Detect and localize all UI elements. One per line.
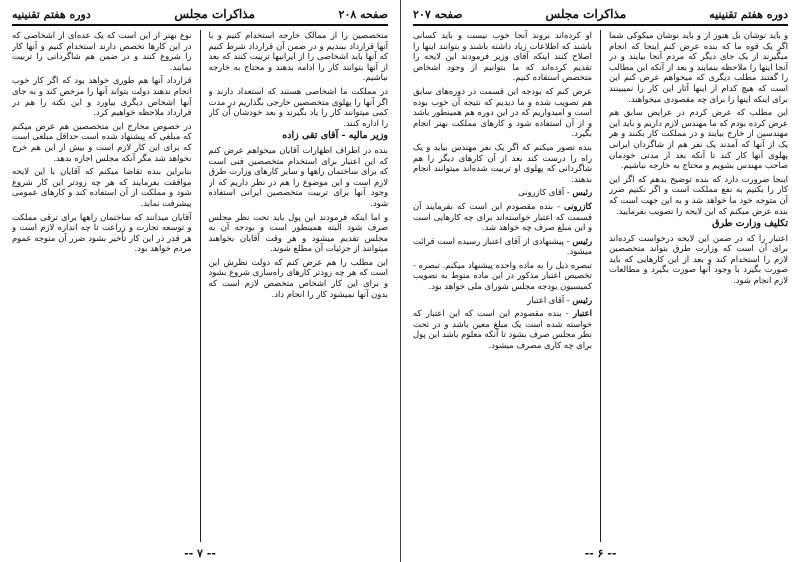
column-left xyxy=(413,30,592,542)
paragraph: متخصصین را از ممالک خارجه استخدام کنیم و با آنها قرارداد ببندیم و در ضمن آن قرارداد شرط کنیم که آنها باید اشخاصی را از ایرانیها تربیت کنند که بعد از آنها بتوانند کار را ادامه بدهند و محتاج به خارجه نباشیم. xyxy=(208,30,388,83)
session-label: دوره هفتم تقنینیه xyxy=(12,7,91,21)
session-label: دوره هفتم تقنینیه xyxy=(709,7,788,21)
paragraph: این مطلب که عرض کردم در عرایض سابق هم عرض کرده بودم که ما مهندس لازم داریم و باید این مهندسین از خارج بیایند و در مملکت کار بکنند و هر یک از آنها که آمدند یک نفر هم از شاگردان ایرانی پهلوی آنها کار کند تا آنکه بعد از مدتی خودمان صاحب مهندس بشویم و محتاج به خارجه نباشیم. xyxy=(609,107,788,171)
paragraph: در خصوص مخارج این متخصصین هم عرض میکنم که مبلغی که پیشنهاد شده است حداقل مبلغی است که برای این کار لازم است و بیش از این هم خرج نخواهد شد مگر آنکه مجلس اجازه بدهد. xyxy=(12,120,192,163)
header-divider xyxy=(12,24,388,26)
paragraph: عرض کنم که بودجه این قسمت در دوره‌های سابق هم تصویب شده و ما دیدیم که نتیجه آن خوب بوده است و امیدواریم که در این دوره هم همینطور باشد و از آن استفاده شود و کارهای مملکت بهتر انجام بگیرد. xyxy=(413,85,592,139)
column-divider xyxy=(600,30,601,542)
paragraph: در مملکت ما اشخاصی هستند که استعداد دارند و اگر آنها را پهلوی متخصصین خارجی بگذاریم در مدت کمی میتوانند کار را یاد بگیرند و بعد خودشان آن کار را اداره کنند. xyxy=(208,85,388,128)
paragraph: نوع بهتر از این است که یک عده‌ای از اشخاصی که در این کارها تخصص دارند استخدام کنیم و آنها کار را شروع کنند و در ضمن هم شاگردانی را تربیت نمایند. xyxy=(12,30,192,72)
column-divider xyxy=(200,30,201,542)
speaker-paragraph: اعتبار - بنده مقصودم این است که این اعتبار که خواسته شده است یک مبلغ معین باشد و در تحت نظر مجلس صرف بشود تا آنکه معلوم باشد این پول برای چه کاری مصرف میشود. xyxy=(413,308,592,351)
column-right xyxy=(209,30,389,542)
speech-text: بنده مقصودم این است که بفرمایند آن قسمت که اعتبار خواسته‌اند برای چه کارهایی است و این مبلغ صرف چه خواهد شد. xyxy=(413,200,592,233)
speaker-name: رئیس xyxy=(572,235,592,246)
page-header xyxy=(12,6,388,22)
speaker-paragraph: رئیس - آقای کازرونی xyxy=(518,187,592,198)
speaker-name: اعتبار xyxy=(573,308,592,319)
page-header xyxy=(413,6,788,22)
page-title: مذاکرات مجلس xyxy=(174,7,255,21)
paragraph: و باید نوشان بل هنوز از و باید نوشان میکوکی شما اگر یک قوه ما که بنده عرض کنم اینجا که انجام میگیرند از یک جای دیگر که مردم آنجا بیایند و در آنجا اینها را ملاحظه بنمایند و بعد از آنکه این مطالب را گفتند مطلب دیگری که میخواهم عرض کنم این است که هیچ کدام از اینها آثار این کار را نمیبینند برای اینکه اینها را برای چه مقصودی میخواهند. xyxy=(609,30,788,104)
column-right xyxy=(609,30,788,542)
speech-text: آقای اعتبار xyxy=(527,294,565,305)
paragraph: اینجا ضرورت دارد که بنده توضیح بدهم که اگر این کار را بکنیم به نفع مملکت است و اگر نکنیم ضرر آن متوجه خود ما خواهد شد و به این جهت است که بنده عرض میکنم که این لایحه را تصویب بفرمایید. xyxy=(609,173,788,216)
speaker-name: کازرونی xyxy=(564,200,592,211)
text-columns xyxy=(413,30,788,542)
page-right xyxy=(400,0,800,562)
page-number: صفحه ۲۰۷ xyxy=(413,7,463,21)
paragraph: بنده تصور میکنم که اگر یک نفر مهندس بیاید و یک راه را درست کند بعد از آن کارهای دیگر را هم شاگردانی که پهلوی او تربیت شده‌اند میتوانند انجام بدهند. xyxy=(413,141,592,184)
page-number: صفحه ۲۰۸ xyxy=(338,7,388,21)
column-left xyxy=(12,30,192,542)
paragraph: بنده در اطراف اظهارات آقایان میخواهم عرض کنم که این اعتبار برای استخدام متخصصین فنی است که برای ساختمان راهها و سایر کارهای وزارت طرق لازم است و این موضوع را هم در نظر داریم که از وجود آنها برای تربیت متخصصین ایرانی استفاده شود. xyxy=(208,144,388,208)
paragraph: آقایان میدانند که ساختمان راهها برای ترقی مملکت و توسعه تجارت و زراعت تا چه اندازه لازم است و هر قدر در این کار تأخیر بشود ضرر آن متوجه عموم مردم خواهد بود. xyxy=(12,211,192,254)
page-footer: -- ۶ -- xyxy=(584,547,617,560)
page-title: مذاکرات مجلس xyxy=(545,7,627,21)
speech-text: پیشنهادی از آقای اعتبار رسیده است قرائت میشود. xyxy=(413,235,592,257)
paragraph: این مطلب را هم عرض کنم که دولت نظرش این است که هر چه زودتر کارهای راه‌سازی شروع بشود و برای این کار اشخاص متخصص لازم است که بدون آنها نمیشود کار را انجام داد. xyxy=(208,256,388,299)
paragraph: او کرده‌اند بروند آنجا خوب نیست و باید کسانی باشند که اطلاعات زیاد داشته باشند و بتوانند اینها را اصلاح کنند اینکه آقای وزیر فرمودند این لایحه را تقدیم کرده‌اند که ما بتوانیم از وجود اشخاص متخصص استفاده کنیم. xyxy=(413,30,592,83)
speaker-paragraph: رئیس - پیشنهادی از آقای اعتبار رسیده است قرائت میشود. xyxy=(413,235,592,257)
paragraph: و اما اینکه فرمودند این پول باید تحت نظر مجلس صرف شود البته همینطور است و بودجه آن به مجلس تقدیم میشود و هر وقت آقایان بخواهند میتوانند از جزئیات آن مطلع شوند. xyxy=(208,211,388,254)
speaker-paragraph: کازرونی - بنده مقصودم این است که بفرمایند آن قسمت که اعتبار خواسته‌اند برای چه کارهایی است و این مبلغ صرف چه خواهد شد. xyxy=(413,200,592,233)
speaker-paragraph: رئیس - آقای اعتبار xyxy=(527,294,592,305)
paragraph: بنابراین بنده تقاضا میکنم که آقایان با این لایحه موافقت بفرمایند که هر چه زودتر این کار شروع شود و مملکت از آن استفاده کند و کارهای عمومی پیشرفت نماید. xyxy=(12,166,192,208)
header-divider xyxy=(413,24,788,26)
paragraph: اعتبار را که در ضمن این لایحه درخواست کرده‌اند برای آن است که وزارت طرق بتواند متخصصین لازم را استخدام کند و بعد از این کارهایی که باید صورت بگیرد با وجود آنها صورت بگیرد و مطالعات لازم انجام شود. xyxy=(609,232,788,286)
section-title: تکلیف وزارت طرق xyxy=(712,218,788,230)
speaker-name: رئیس xyxy=(572,294,592,305)
speech-text: بنده مقصودم این است که این اعتبار که خواسته شده است یک مبلغ معین باشد و در تحت نظر مجلس صرف بشود تا آنکه معلوم باشد این پول برای چه کاری مصرف میشود. xyxy=(413,308,592,351)
paragraph: تبصره ذیل را به ماده واحده پیشنهاد میکنم. تبصره - تخصیص اعتبار مذکور در این ماده منوط به تصویب کمیسیون بودجه مجلس شورای ملی خواهد بود. xyxy=(413,259,592,292)
speaker-name: رئیس xyxy=(572,187,592,198)
page-footer: -- ۷ -- xyxy=(184,547,216,560)
paragraph: قرارداد آنها هم طوری خواهد بود که اگر کار خوب انجام ندهند دولت بتواند آنها را مرخص کند و به جای آنها اشخاص دیگری بیاورد و این نکته را هم در قرارداد ملاحظه خواهیم کرد. xyxy=(12,75,192,118)
speech-text: آقای کازرونی xyxy=(518,187,565,198)
text-columns xyxy=(12,30,388,542)
section-title: وزیر مالیه - آقای تقی زاده xyxy=(282,130,388,142)
